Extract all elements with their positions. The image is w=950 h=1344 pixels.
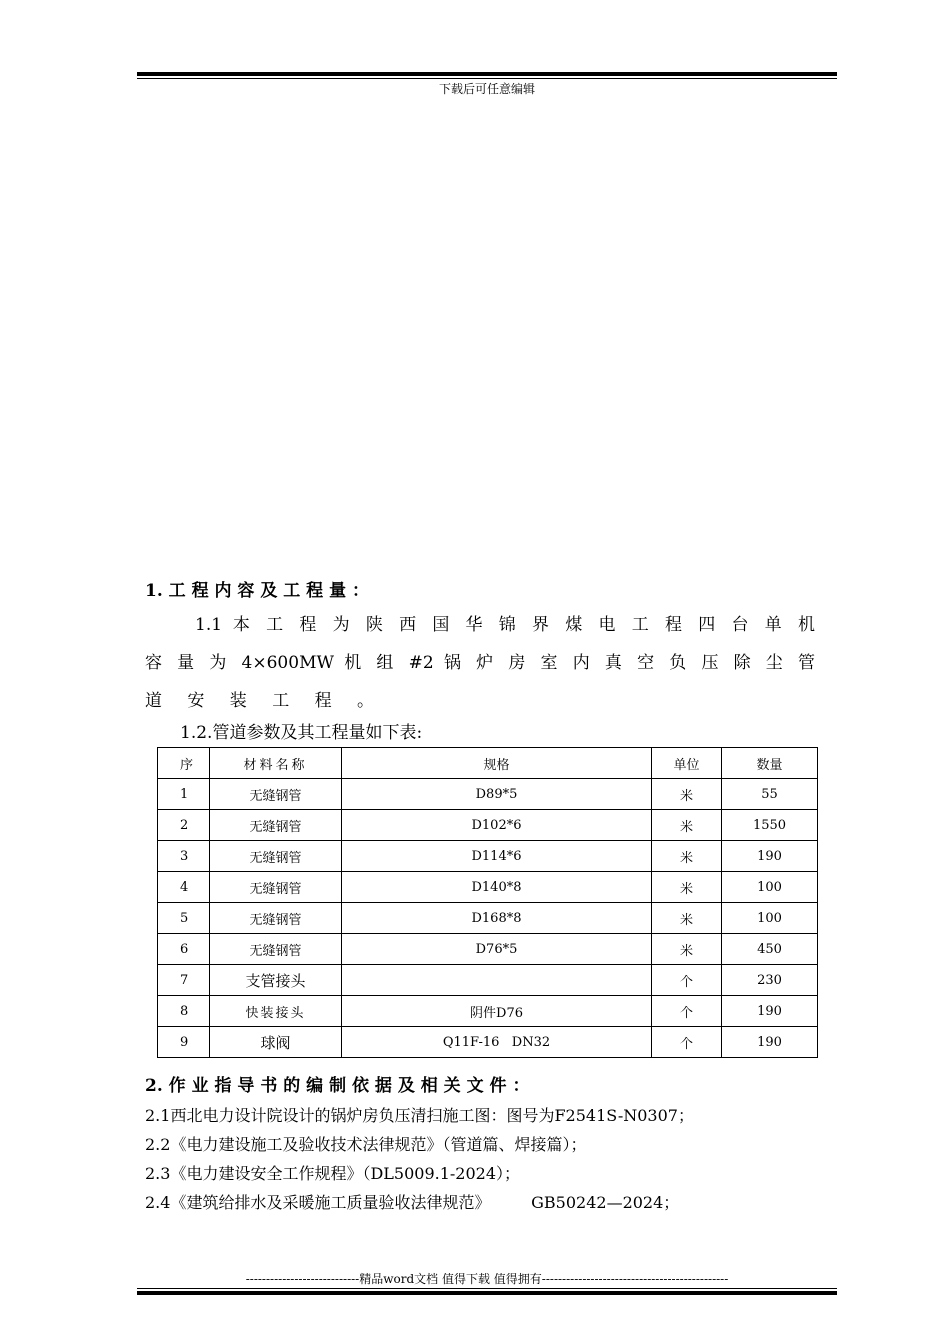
table-row <box>158 810 818 841</box>
section1-para1-line2-text: 容 量 为 4×600MW 机 组 #2 锅 炉 房 室 内 真 空 负 压 除 尘 管 <box>145 653 815 673</box>
cell-unit: 个 <box>652 996 722 1027</box>
footer-rule-thin <box>137 1288 837 1289</box>
cell-material: 无缝钢管 <box>210 872 342 903</box>
cell-index: 5 <box>158 903 210 934</box>
header-quantity: 数量 <box>722 748 818 779</box>
cell-material: 球阀 <box>210 1027 342 1058</box>
cell-index: 4 <box>158 872 210 903</box>
cell-material: 快装接头 <box>210 996 342 1027</box>
cell-material: 无缝钢管 <box>210 810 342 841</box>
table-row <box>158 903 818 934</box>
table-row <box>158 996 818 1027</box>
reference-item: 2.2《电力建设施工及验收技术法律规范》（管道篇、焊接篇）； <box>145 1135 587 1154</box>
cell-index: 7 <box>158 965 210 996</box>
table-row <box>158 779 818 810</box>
reference-item: 2.1西北电力设计院设计的锅炉房负压清扫施工图：图号为F2541S-N0307； <box>145 1106 694 1125</box>
cell-spec: D89*5 <box>342 779 652 810</box>
cell-quantity: 190 <box>722 1027 818 1058</box>
cell-material: 无缝钢管 <box>210 934 342 965</box>
cell-spec: D114*6 <box>342 841 652 872</box>
cell-quantity: 190 <box>722 841 818 872</box>
cell-unit: 米 <box>652 934 722 965</box>
section1-para1-line1-text: 1.1 本 工 程 为 陕 西 国 华 锦 界 煤 电 工 程 四 台 单 机 <box>195 615 815 635</box>
header-rule-thick <box>137 72 837 76</box>
section1-para1-line3: 道 安 装 工 程 。 <box>145 691 385 711</box>
cell-material: 无缝钢管 <box>210 779 342 810</box>
cell-unit: 米 <box>652 841 722 872</box>
cell-material: 支管接头 <box>210 965 342 996</box>
cell-quantity: 1550 <box>722 810 818 841</box>
cell-quantity: 100 <box>722 872 818 903</box>
cell-index: 9 <box>158 1027 210 1058</box>
reference-item: 2.4《建筑给排水及采暖施工质量验收法律规范》 GB50242—2024； <box>145 1193 680 1212</box>
cell-quantity: 190 <box>722 996 818 1027</box>
cell-quantity: 450 <box>722 934 818 965</box>
cell-spec: D168*8 <box>342 903 652 934</box>
table-row <box>158 841 818 872</box>
header-material: 材料名称 <box>210 748 342 779</box>
cell-unit: 米 <box>652 810 722 841</box>
cell-quantity: 100 <box>722 903 818 934</box>
cell-index: 1 <box>158 779 210 810</box>
cell-spec: Q11F-16 DN32 <box>342 1027 652 1058</box>
cell-index: 8 <box>158 996 210 1027</box>
header-unit: 单位 <box>652 748 722 779</box>
table-row <box>158 934 818 965</box>
cell-spec: D76*5 <box>342 934 652 965</box>
cell-quantity: 230 <box>722 965 818 996</box>
cell-spec: 阴件D76 <box>342 996 652 1027</box>
cell-unit: 米 <box>652 903 722 934</box>
section2-title: 2. 作 业 指 导 书 的 编 制 依 据 及 相 关 文 件 ： <box>145 1076 530 1096</box>
pipe-quantity-table <box>157 747 818 1058</box>
reference-item: 2.3《电力建设安全工作规程》（DL5009.1-2024）； <box>145 1164 521 1183</box>
cell-spec: D102*6 <box>342 810 652 841</box>
cell-index: 3 <box>158 841 210 872</box>
header-index: 序 <box>158 748 210 779</box>
table-row <box>158 872 818 903</box>
cell-material: 无缝钢管 <box>210 903 342 934</box>
section1-para1-line2 <box>145 648 815 673</box>
cell-unit: 个 <box>652 965 722 996</box>
cell-quantity: 55 <box>722 779 818 810</box>
cell-index: 2 <box>158 810 210 841</box>
header-spec: 规格 <box>342 748 652 779</box>
section1-title: 1. 工 程 内 容 及 工 程 量 ： <box>145 581 370 601</box>
cell-spec <box>342 965 652 996</box>
footer-note: ----------------------------精品word文档 值得下载 值得拥有---------------------------------------------- <box>245 1272 729 1286</box>
header-rule-thin <box>137 78 837 79</box>
table-header-row <box>158 748 818 779</box>
header-note: 下载后可任意编辑 <box>438 82 535 96</box>
footer-rule-thick <box>137 1291 837 1295</box>
section1-para2: 1.2.管道参数及其工程量如下表: <box>180 723 423 743</box>
cell-spec: D140*8 <box>342 872 652 903</box>
cell-unit: 米 <box>652 872 722 903</box>
cell-unit: 米 <box>652 779 722 810</box>
table-row <box>158 1027 818 1058</box>
section1-para1-line1 <box>195 610 815 635</box>
cell-unit: 个 <box>652 1027 722 1058</box>
cell-index: 6 <box>158 934 210 965</box>
cell-material: 无缝钢管 <box>210 841 342 872</box>
table-row <box>158 965 818 996</box>
